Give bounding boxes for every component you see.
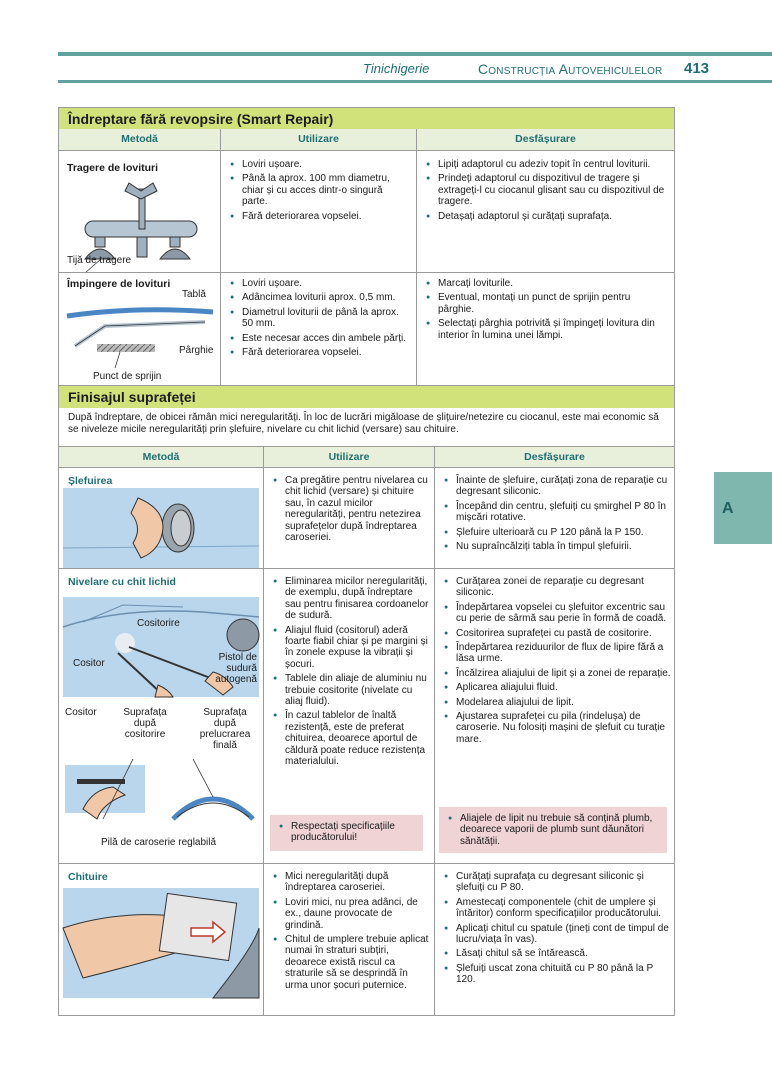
- method-label: Împingere de lovituri: [67, 278, 171, 290]
- list-item: ● Înainte de șlefuire, curățați zona de reparație cu degresant siliconic.: [443, 475, 671, 498]
- col-header-steps: Desfășurare: [524, 451, 585, 463]
- list-item: ● Curățați suprafața cu degresant siliconic și șlefuiți cu P 80.: [443, 871, 671, 894]
- section-title-smart-repair: Îndreptare fără revopsire (Smart Repair): [59, 108, 674, 129]
- label-welding-gun: Pistol de sudură autogenă: [215, 652, 257, 685]
- steps-list: [443, 576, 671, 748]
- list-item: ● Eventual, montați un punct de sprijin pentru pârghie.: [425, 292, 669, 315]
- label-solder-2: Cositor: [65, 707, 97, 718]
- col-header-use: Utilizare: [298, 133, 339, 145]
- list-item: ● Este necesar acces din ambele părți.: [229, 333, 409, 344]
- list-item: ● Aplicați chitul cu spatule (țineți cont de timpul de lucru/viața în vas).: [443, 923, 671, 946]
- note-manufacturer-specs: [270, 815, 423, 851]
- list-item: ● Îndepărtarea vopselei cu șlefuitor excentric sau cu perie de sârmă sau perie în formă de coadă.: [443, 602, 671, 625]
- use-list: [229, 159, 409, 225]
- list-item: ● Șlefuiți uscat zona chituită cu P 80 până la P 120.: [443, 963, 671, 986]
- running-head-title: Construcția Autovehiculelor: [478, 61, 663, 77]
- column-header-row: [59, 129, 674, 150]
- list-item: ● Fără deteriorarea vopselei.: [229, 211, 409, 222]
- list-item: ● Chitul de umplere trebuie aplicat numai în straturi subțiri, deoarece există riscul ca straturile să se desprindă în urma unor șocuri puternice.: [272, 934, 429, 991]
- list-item: ● Loviri ușoare.: [229, 159, 409, 170]
- label-sheet: Tablă: [182, 289, 206, 300]
- col-header-method: Metodă: [142, 451, 180, 463]
- list-item: ● Amestecați componentele (chit de umplere și întăritor) conform specificațiilor producătorului.: [443, 897, 671, 920]
- list-item: ● Până la aprox. 100 mm diametru, chiar și cu acces dintr-o singură parte.: [229, 173, 409, 207]
- col-header-method: Metodă: [121, 133, 158, 145]
- filler-illustration: [63, 888, 259, 998]
- section-intro: După îndreptare, de obicei rămân mici neregularități. În loc de lucrări migăloase de șlițuire/netezire cu ciocanul, este mai economic să se niveleze micile neregularități prin șlefuire, nivelare cu chit lichid (versare) sau chituire.: [68, 412, 659, 435]
- list-item: ● Loviri mici, nu prea adânci, de ex., daune provocate de grindină.: [272, 897, 429, 931]
- list-item: ● Ajustarea suprafeței cu pila (rindelușa) de caroserie. Nu folosiți mașini de șlefuit cu turație mare.: [443, 711, 671, 745]
- list-item: ● Adâncimea loviturii aprox. 0,5 mm.: [229, 292, 409, 303]
- col-header-steps: Desfășurare: [515, 133, 576, 145]
- chapter-tab-letter: A: [722, 500, 734, 517]
- running-head: [58, 60, 714, 78]
- steps-list: [443, 475, 671, 555]
- running-head-subject: Tinichigerie: [363, 61, 430, 76]
- filing-illustration: [63, 759, 259, 849]
- list-item: ● Prindeți adaptorul cu dispozitivul de tragere și extrageți-l cu ciocanul glisant sau cu dispozitivul de tragere.: [425, 173, 669, 207]
- list-item: ● Marcați loviturile.: [425, 278, 669, 289]
- label-pulling-rod: Tijă de tragere: [67, 255, 132, 266]
- list-item: ● Începând din centru, șlefuiți cu șmirghel P 80 în mișcări rotative.: [443, 501, 671, 524]
- use-list: [229, 278, 409, 361]
- chapter-tab: [714, 472, 772, 544]
- steps-list: [425, 159, 669, 225]
- sanding-illustration: [63, 488, 259, 568]
- list-item: ● Lăsați chitul să se întărească.: [443, 948, 671, 959]
- list-item: ● Aliajele de lipit nu trebuie să conțină plumb, deoarece vaporii de plumb sunt dăunători sănătății.: [447, 813, 661, 847]
- label-tinning: Cositorire: [137, 618, 180, 629]
- list-item: ● Nu supraîncălziți tabla în timpul șlefuirii.: [443, 541, 671, 552]
- content-table: [58, 107, 675, 1016]
- list-item: ● Ca pregătire pentru nivelarea cu chit lichid (versare) și chituire sau, în cazul micilor neregularități, pentru netezirea suprafețelor după îndreptarea caroseriei.: [272, 475, 429, 543]
- list-item: ● Loviri ușoare.: [229, 278, 409, 289]
- label-tinned-surface: Suprafața după cositorire: [123, 707, 167, 740]
- list-item: ● Aplicarea aliajului fluid.: [443, 682, 671, 693]
- use-list: [272, 871, 429, 994]
- table-row-dent-pulling: [59, 150, 674, 273]
- header-rule-top: [58, 52, 772, 56]
- label-lever: Pârghie: [179, 345, 214, 356]
- table-row-filler: [59, 863, 674, 1016]
- label-body-file: Pilă de caroserie reglabilă: [101, 837, 217, 848]
- use-list: [272, 576, 429, 771]
- list-item: ● Fără deteriorarea vopselei.: [229, 347, 409, 358]
- list-item: ● Îndepărtarea reziduurilor de flux de lipire fără a lăsa urme.: [443, 642, 671, 665]
- column-header-row: [59, 446, 674, 468]
- page-number: 413: [684, 60, 710, 77]
- method-label: Chituire: [68, 871, 108, 883]
- list-item: ● Cositorirea suprafeței cu pastă de cositorire.: [443, 628, 671, 639]
- col-header-use: Utilizare: [328, 451, 370, 463]
- list-item: ● Respectați specificațiile producătorului!: [278, 821, 418, 844]
- list-item: ● Încălzirea aliajului de lipit și a zonei de reparație.: [443, 668, 671, 679]
- list-item: ● Aliajul fluid (cositorul) aderă foarte fiabil chiar și pe margini și în zonele expuse la vibrații și șocuri.: [272, 625, 429, 671]
- list-item: ● Modelarea aliajului de lipit.: [443, 697, 671, 708]
- list-item: ● În cazul tablelor de înaltă rezistență, este de preferat chituirea, deoarece aportul de căldură poate reduce rezistența materialului.: [272, 710, 429, 767]
- list-item: ● Detașați adaptorul și curățați suprafața.: [425, 211, 669, 222]
- use-list: [272, 475, 429, 546]
- list-item: ● Tablele din aliaje de aluminiu nu trebuie cositorite (nivelate cu aliaj fluid).: [272, 673, 429, 707]
- steps-list: [425, 278, 669, 344]
- method-label: Tragere de lovituri: [67, 162, 159, 174]
- list-item: ● Lipiți adaptorul cu adeziv topit în centrul loviturii.: [425, 159, 669, 170]
- list-item: ● Șlefuire ulterioară cu P 120 până la P 150.: [443, 527, 671, 538]
- list-item: ● Diametrul loviturii de până la aprox. 50 mm.: [229, 307, 409, 330]
- header-rule-bottom: [58, 80, 772, 83]
- method-label: Nivelare cu chit lichid: [68, 576, 176, 588]
- section-title-surface-finish: Finisajul suprafeței: [59, 385, 674, 408]
- label-support-point: Punct de sprijin: [93, 371, 162, 382]
- label-finished-surface: Suprafața după prelucrarea finală: [199, 707, 251, 751]
- list-item: ● Mici neregularități după îndreptarea caroseriei.: [272, 871, 429, 894]
- list-item: ● Eliminarea micilor neregularități, de exemplu, după îndreptare sau pentru finisarea cordoanelor de sudură.: [272, 576, 429, 622]
- list-item: ● Curățarea zonei de reparație cu degresant siliconic.: [443, 576, 671, 599]
- method-label: Șlefuirea: [68, 475, 113, 487]
- table-row-dent-pushing: [59, 272, 674, 386]
- note-lead-free: [439, 807, 667, 853]
- list-item: ● Selectați pârghia potrivită și împingeți lovitura din interior în lumina unei lămpi.: [425, 318, 669, 341]
- label-solder: Cositor: [73, 658, 105, 669]
- dent-pushing-illustration: [65, 298, 215, 368]
- steps-list: [443, 871, 671, 989]
- table-row-lead-leveling: [59, 568, 674, 864]
- table-row-sanding: [59, 467, 674, 569]
